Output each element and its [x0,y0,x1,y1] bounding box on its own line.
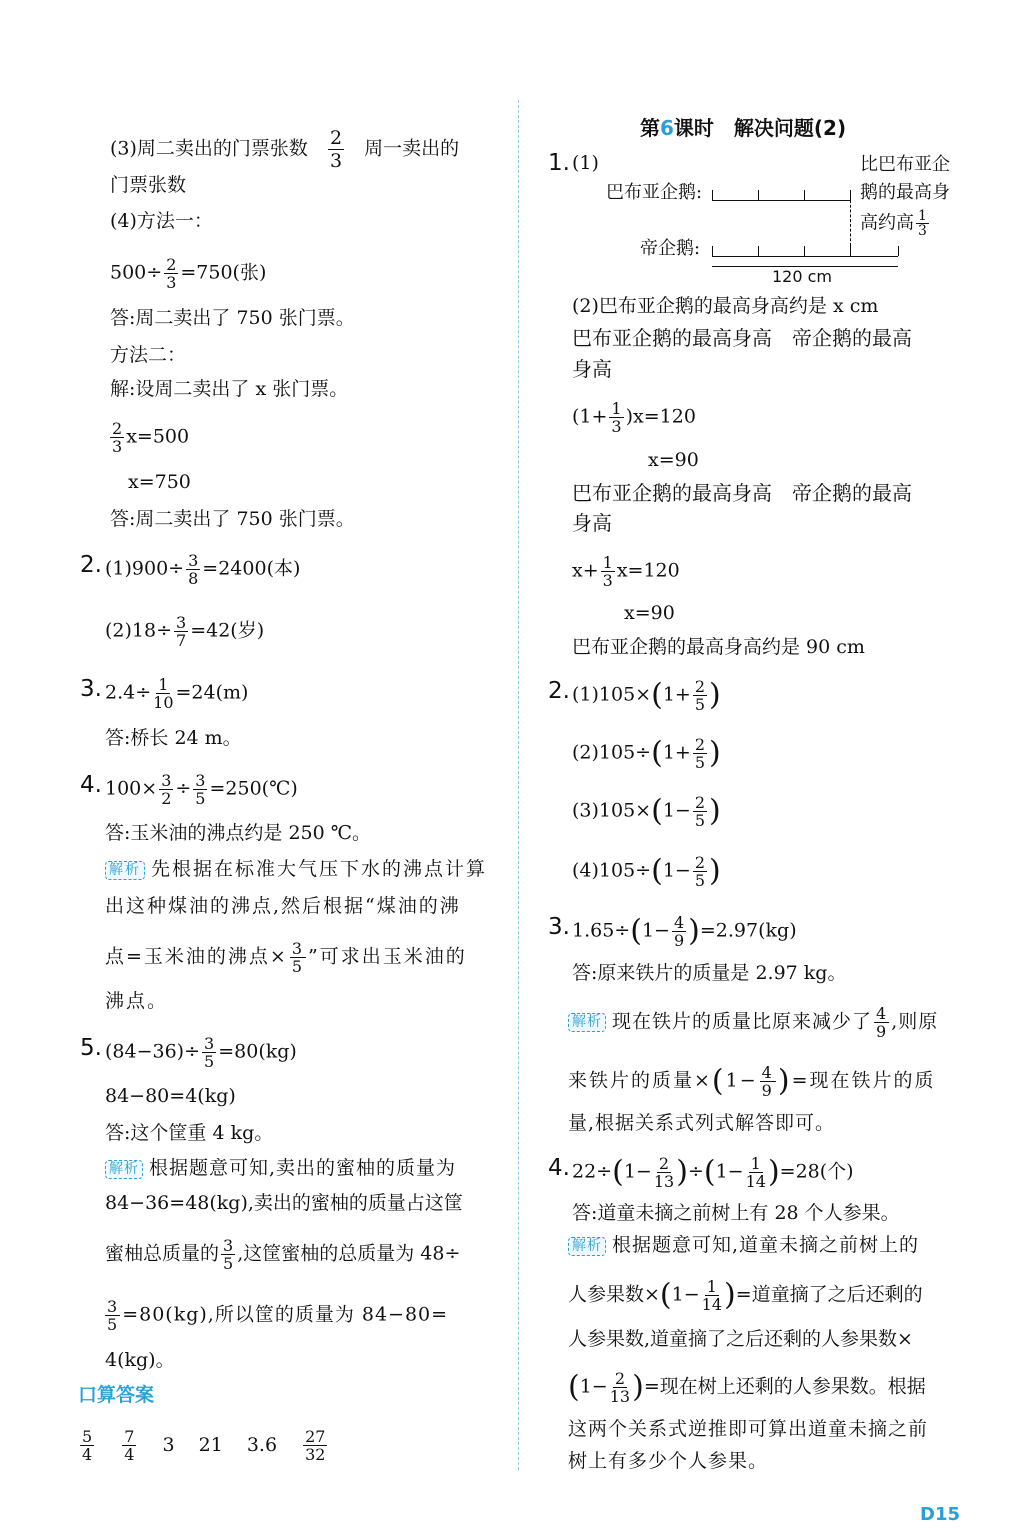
question-number: 4. [548,1155,570,1181]
question-number: 1. [548,150,570,176]
equation: (4)105÷(1− $\frac{2}{5}$ ) [572,853,721,890]
text-line: 量,根据关系式列式解答即可。 [568,1112,836,1134]
text-line: 答:道童未摘之前树上有 28 个人参果。 [572,1202,900,1224]
text-line: 巴布亚企鹅的最高身高 帝企鹅的最高 [572,481,912,505]
equation: 500÷ $\frac{2}{3}$ =750(张) [110,255,267,292]
mental-math-heading: 口算答案 [78,1384,155,1406]
analysis-tag: 解析 [105,861,145,880]
text-line: 答:周二卖出了 750 张门票。 [110,307,355,329]
text-line: 答:桥长 24 m。 [105,727,242,749]
text-line: 答:玉米油的沸点约是 250 ℃。 [105,822,372,844]
equation: 2.4÷ $\frac{1}{10}$ =24(m) [105,675,249,712]
equation: 22÷(1− $\frac{2}{13}$ )÷(1− $\frac{1}{14}$ )=28(个) [572,1154,854,1191]
text-line: 门票张数 [110,174,187,196]
text-line: 蜜柚总质量的 $\frac{3}{5}$ ,这筐蜜柚的总质量为 48÷ [105,1236,461,1273]
lesson-title: 第6课时 解决问题(2) [640,116,847,140]
analysis: 解析 先根据在标准大气压下水的沸点计算 [105,856,487,882]
equation: 1.65÷(1− $\frac{4}{9}$ )=2.97(kg) [572,913,797,950]
equation: $\frac{2}{3}$ x=500 [112,419,190,456]
question-number: 3. [548,914,570,940]
equation: x=750 [128,471,191,493]
equation: x+ $\frac{1}{3}$ x=120 [572,553,680,590]
equation: (3)105×(1− $\frac{2}{5}$ ) [572,793,721,830]
text-line: (2)巴布亚企鹅的最高身高约是 x cm [572,295,879,317]
penguin-bar [712,200,850,201]
text-line: 答:原来铁片的质量是 2.97 kg。 [572,962,847,984]
analysis-tag: 解析 [568,1013,606,1032]
text-line: 人参果数,道童摘了之后还剩的人参果数× [568,1328,913,1350]
analysis: 解析 根据题意可知,卖出的蜜柚的质量为 [105,1155,456,1181]
text-line: 这两个关系式逆推即可算出道童未摘之前 [568,1418,929,1440]
text-line: 4(kg)。 [105,1349,175,1371]
diagram-note: 比巴布亚企 [860,154,950,175]
text-line: 身高 [572,511,612,535]
question-number: 4. [80,772,102,798]
text-line: 出这种煤油的沸点,然后根据“煤油的沸 [105,895,461,917]
equation: (1)900÷ $\frac{3}{8}$ =2400(本) [105,551,301,588]
analysis-tag: 解析 [568,1237,606,1256]
diagram-length: 120 cm [772,267,833,286]
text-line: 答:周二卖出了 750 张门票。 [110,508,355,530]
equation: (2)105÷(1+ $\frac{2}{5}$ ) [572,735,721,772]
text-line: 84−36=48(kg),卖出的蜜柚的质量占这筐 [105,1192,463,1214]
text-line: (3)周二卖出的门票张数 $\frac{2}{3}$ 周一卖出的 [110,127,460,172]
analysis: 解析 根据题意可知,道童未摘之前树上的 [568,1232,919,1258]
text-line: 解:设周二卖出了 x 张门票。 [110,378,349,400]
text-line: 人参果数×(1− $\frac{1}{14}$ )=道童摘了之后还剩的 [568,1277,923,1314]
text-line: 巴布亚企鹅的最高身高约是 90 cm [572,636,865,658]
equation: (1)105×(1+ $\frac{2}{5}$ ) [572,677,721,714]
text-line: $\frac{3}{5}$ =80(kg),所以筐的质量为 84−80= [107,1297,449,1334]
text-line: 巴布亚企鹅的最高身高 帝企鹅的最高 [572,326,912,350]
question-number: 2. [80,552,102,578]
equation: (1+ $\frac{1}{3}$ )x=120 [572,399,696,436]
equation: 84−80=4(kg) [105,1085,236,1107]
text-line: 方法二： [110,344,187,366]
question-number: 2. [548,678,570,704]
text-line: 来铁片的质量×(1− $\frac{4}{9}$ )=现在铁片的质 [568,1063,936,1100]
diagram-note: 高约高 $\frac{1}{3}$ [860,208,927,239]
analysis-tag: 解析 [105,1160,143,1179]
equation: x=90 [648,449,699,471]
text-line: (4)方法一： [110,210,213,232]
text-line: 身高 [572,357,612,381]
equation: 100× $\frac{3}{2}$ ÷ $\frac{3}{5}$ =250(℃) [105,771,298,808]
question-number: 3. [80,676,102,702]
text-line: 沸点。 [105,990,169,1012]
text-line: (1) [572,152,599,174]
column-divider [518,100,519,1470]
question-number: 5. [80,1035,102,1061]
mental-math-answers: $\frac{5}{4}$ $\frac{7}{4}$ 3 21 3.6 $\frac{27}{32}$ [82,1427,326,1464]
diagram-label: 帝企鹅: [640,238,701,259]
equation: (84−36)÷ $\frac{3}{5}$ =80(kg) [105,1034,297,1071]
text-line: (1− $\frac{2}{13}$ )=现在树上还剩的人参果数。根据 [568,1369,926,1406]
text-line: 点=玉米油的沸点× $\frac{3}{5}$ ”可求出玉米油的 [105,939,467,976]
diagram-note: 鹅的最高身 [860,182,950,203]
equation: (2)18÷ $\frac{3}{7}$ =42(岁) [105,613,265,650]
text-line: 答:这个筐重 4 kg。 [105,1122,274,1144]
analysis: 解析 现在铁片的质量比原来减少了 $\frac{4}{9}$ ,则原 [568,1005,938,1040]
text-line: 树上有多少个人参果。 [568,1450,769,1472]
page-number: D15 [920,1504,960,1525]
emperor-bar [712,256,898,257]
diagram-label: 巴布亚企鹅: [606,182,703,203]
equation: x=90 [624,602,675,624]
